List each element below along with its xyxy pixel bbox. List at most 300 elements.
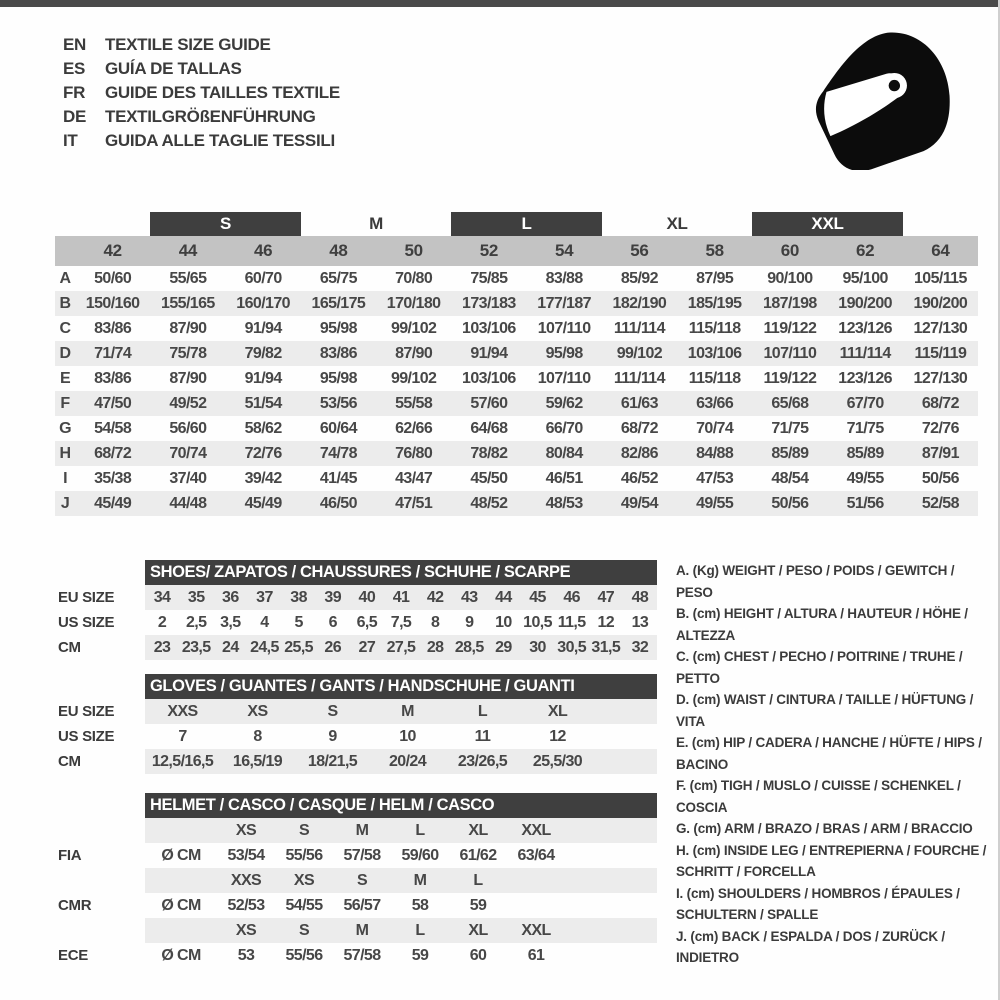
textile-row-a: [55, 266, 978, 291]
size-cell: [507, 868, 565, 893]
textile-row-h: [55, 441, 978, 466]
measurement-legend: [676, 560, 988, 969]
size-cell: L: [415, 921, 425, 939]
row-cells: [145, 585, 657, 610]
size-cell: L: [415, 821, 425, 839]
size-row-us-size: [58, 610, 657, 635]
value-cell: 50/60: [94, 269, 132, 287]
row-label: G: [59, 419, 71, 437]
value-cell: 49/52: [169, 394, 207, 412]
language-row: [63, 33, 340, 57]
language-code: EN: [63, 35, 87, 54]
row-cells: [145, 943, 657, 968]
size-row-eu-size: [58, 585, 657, 610]
value-cell: 119/122: [763, 369, 817, 387]
value-cell: 62/66: [395, 419, 433, 437]
row-label: C: [59, 319, 71, 337]
value-cell: 78/82: [470, 444, 508, 462]
value-cell: 63/64: [517, 846, 555, 864]
value-cell: 61/62: [459, 846, 497, 864]
size-cell: XS: [235, 921, 257, 939]
value-cell: 7: [178, 727, 187, 745]
value-cell: 91/94: [244, 319, 282, 337]
size-header-cell: 56: [630, 241, 649, 260]
value-cell: 57/58: [343, 946, 381, 964]
value-cell: 40: [358, 588, 376, 606]
value-cell: 87/90: [395, 344, 433, 362]
gloves-title-bar: GLOVES / GUANTES / GANTS / HANDSCHUHE / GUANTI: [145, 674, 657, 699]
value-cell: 34: [153, 588, 171, 606]
legend-item: I. (cm) SHOULDERS / HOMBROS / ÉPAULES / SCHULTERN / SPALLE: [676, 885, 960, 922]
value-cell: 103/106: [687, 344, 742, 362]
value-cell: 7,5: [390, 613, 412, 631]
value-cell: 64/68: [470, 419, 508, 437]
value-cell: 47/51: [395, 494, 433, 512]
value-cell: 71/74: [94, 344, 132, 362]
value-cell: 57/58: [343, 846, 381, 864]
value-cell: 150/160: [85, 294, 140, 312]
textile-size-table: [55, 212, 978, 516]
legend-item: B. (cm) HEIGHT / ALTURA / HAUTEUR / HÖHE / ALTEZZA: [676, 606, 968, 643]
value-cell: 55/56: [285, 846, 323, 864]
row-cells: [145, 610, 657, 635]
row-label: A: [59, 269, 71, 287]
value-cell: 71/75: [771, 419, 809, 437]
value-cell: 75/85: [470, 269, 508, 287]
legend-item: C. (cm) CHEST / PECHO / POITRINE / TRUHE / PETTO: [676, 649, 963, 686]
value-cell: 18/21,5: [307, 752, 358, 770]
value-cell: XS: [247, 702, 268, 720]
helmet-header-row: [58, 793, 657, 818]
spacer: [58, 818, 145, 843]
size-group-l: L: [451, 212, 602, 236]
value-cell: 43/47: [395, 469, 433, 487]
value-cell: 99/102: [616, 344, 663, 362]
value-cell: 123/126: [838, 319, 892, 337]
value-cell: 99/102: [390, 319, 437, 337]
value-cell: 68/72: [921, 394, 959, 412]
size-row-us-size: [58, 724, 657, 749]
value-cell: 185/195: [687, 294, 742, 312]
value-cell: 20/24: [388, 752, 427, 770]
size-header-cell: 48: [329, 241, 348, 260]
size-cell: M: [355, 821, 369, 839]
value-cell: 46/52: [620, 469, 658, 487]
value-cell: 85/92: [620, 269, 658, 287]
textile-row-g: [55, 416, 978, 441]
value-cell: 57/60: [470, 394, 508, 412]
helmet-sizes-ece: [58, 918, 657, 943]
value-cell: 103/106: [462, 369, 516, 387]
row-label: D: [59, 344, 71, 362]
legend-item: F. (cm) TIGH / MUSLO / CUISSE / SCHENKEL / COSCIA: [676, 778, 961, 815]
value-cell: 55/56: [285, 946, 323, 964]
unit-cell: Ø CM: [161, 946, 201, 964]
value-cell: 83/88: [545, 269, 583, 287]
standard-label: CMR: [58, 897, 92, 914]
legend-item: H. (cm) INSIDE LEG / ENTREPIERNA / FOURCHE / SCHRITT / FORCELLA: [676, 842, 987, 879]
value-cell: 107/110: [537, 319, 591, 337]
value-cell: 39/42: [244, 469, 282, 487]
value-cell: 95/98: [319, 369, 357, 387]
racing-helmet-icon: [800, 28, 965, 170]
value-cell: 27: [358, 638, 376, 656]
size-header-cell: 46: [253, 241, 273, 260]
value-cell: 48: [631, 588, 649, 606]
unit-cell: Ø CM: [161, 896, 201, 914]
language-code: DE: [63, 107, 87, 126]
value-cell: 58/62: [244, 419, 282, 437]
size-group-xxl: XXL: [752, 212, 903, 236]
value-cell: 49/54: [620, 494, 658, 512]
size-header-cell: 52: [479, 241, 499, 260]
row-label: I: [63, 469, 67, 487]
value-cell: 95/98: [545, 344, 583, 362]
value-cell: 53/54: [227, 846, 265, 864]
size-header-cell: 50: [404, 241, 423, 260]
size-cell: L: [473, 871, 483, 889]
value-cell: 56/57: [343, 896, 381, 914]
value-cell: 55/58: [395, 394, 433, 412]
value-cell: 111/114: [839, 344, 891, 362]
value-cell: 53: [237, 946, 255, 964]
row-label: US SIZE: [58, 614, 115, 631]
value-cell: XL: [547, 702, 568, 720]
value-cell: 45/50: [470, 469, 508, 487]
value-cell: 25,5/30: [532, 752, 583, 770]
value-cell: 25,5: [284, 638, 313, 656]
value-cell: 95/100: [842, 269, 888, 287]
row-label: B: [59, 294, 71, 312]
value-cell: 177/187: [537, 294, 591, 312]
value-cell: 103/106: [462, 319, 516, 337]
row-cells: [145, 749, 657, 774]
value-cell: 46/50: [319, 494, 357, 512]
value-cell: 79/82: [244, 344, 282, 362]
value-cell: 83/86: [94, 369, 132, 387]
value-cell: [507, 893, 565, 918]
value-cell: 51/56: [846, 494, 884, 512]
value-cell: 111/114: [613, 369, 665, 387]
language-list: [63, 33, 340, 153]
value-cell: 37: [256, 588, 273, 606]
value-cell: 12,5/16,5: [151, 752, 214, 770]
value-cell: M: [401, 702, 414, 720]
row-cells: [145, 635, 657, 660]
value-cell: 13: [631, 613, 649, 631]
value-cell: 61/63: [620, 394, 658, 412]
value-cell: 60/70: [244, 269, 282, 287]
value-cell: 63/66: [696, 394, 734, 412]
row-cells: [145, 868, 657, 893]
value-cell: 50/56: [771, 494, 809, 512]
value-cell: 8: [253, 727, 262, 745]
unit-cell: Ø CM: [161, 846, 201, 864]
helmet-sizes-cmr: [58, 868, 657, 893]
language-row: [63, 57, 340, 81]
value-cell: 30: [529, 638, 546, 656]
size-cell: M: [355, 921, 369, 939]
value-cell: 6,5: [356, 613, 378, 631]
value-cell: 11: [474, 727, 491, 745]
spacer: [145, 918, 217, 943]
value-cell: 67/70: [846, 394, 884, 412]
value-cell: 61: [527, 946, 545, 964]
value-cell: 87/95: [696, 269, 734, 287]
value-cell: 23: [153, 638, 171, 656]
value-cell: 107/110: [537, 369, 591, 387]
value-cell: 170/180: [386, 294, 441, 312]
size-group-m: M: [369, 214, 383, 233]
standard-label: ECE: [58, 947, 88, 964]
value-cell: 190/200: [913, 294, 968, 312]
value-cell: 71/75: [846, 419, 884, 437]
textile-body: [55, 266, 978, 516]
row-cells: [145, 724, 657, 749]
value-cell: 85/89: [771, 444, 809, 462]
row-label: EU SIZE: [58, 703, 115, 720]
size-cell: XXL: [521, 921, 551, 939]
value-cell: 60: [469, 946, 487, 964]
value-cell: 70/74: [696, 419, 734, 437]
row-label: EU SIZE: [58, 589, 115, 606]
value-cell: 2,5: [185, 613, 207, 631]
value-cell: 47/50: [94, 394, 132, 412]
value-cell: 28: [426, 638, 444, 656]
textile-row-f: [55, 391, 978, 416]
value-cell: 48/52: [470, 494, 508, 512]
value-cell: 47/53: [696, 469, 734, 487]
language-code: IT: [63, 131, 78, 150]
row-cells: [145, 699, 657, 724]
value-cell: 47: [597, 588, 615, 606]
size-cell: XS: [293, 871, 315, 889]
page-top-edge: [0, 0, 1000, 7]
value-cell: 83/86: [94, 319, 132, 337]
textile-row-c: [55, 316, 978, 341]
gloves-header-row: [58, 674, 657, 699]
value-cell: 59: [469, 896, 487, 914]
value-cell: XXS: [167, 702, 198, 720]
legend-item: J. (cm) BACK / ESPALDA / DOS / ZURÜCK / INDIETRO: [676, 928, 945, 965]
value-cell: 56/60: [169, 419, 207, 437]
spacer: [58, 868, 145, 893]
size-row-cm: [58, 635, 657, 660]
value-cell: 45/49: [94, 494, 132, 512]
legend-item: A. (Kg) WEIGHT / PESO / POIDS / GEWITCH / PESO: [676, 563, 955, 600]
row-cells: [145, 843, 657, 868]
value-cell: 127/130: [913, 319, 968, 337]
value-cell: 90/100: [767, 269, 813, 287]
language-title: TEXTILGRÖßENFÜHRUNG: [105, 107, 316, 126]
row-label: J: [60, 494, 70, 512]
value-cell: 82/86: [620, 444, 658, 462]
spacer: [58, 674, 145, 699]
helmet-values-ece: [58, 943, 657, 968]
value-cell: 84/88: [696, 444, 734, 462]
helmet-body: [58, 818, 657, 968]
value-cell: 155/165: [161, 294, 215, 312]
value-cell: 44: [495, 588, 512, 606]
value-cell: 68/72: [94, 444, 132, 462]
textile-row-b: [55, 291, 978, 316]
value-cell: 23,5: [181, 638, 211, 656]
legend-item: D. (cm) WAIST / CINTURA / TAILLE / HÜFTUNG / VITA: [676, 692, 974, 729]
value-cell: 59: [411, 946, 429, 964]
value-cell: 26: [324, 638, 342, 656]
value-cell: 9: [328, 727, 337, 745]
value-cell: 72/76: [921, 419, 959, 437]
value-cell: 46: [563, 588, 580, 606]
value-cell: 24,5: [250, 638, 279, 656]
value-cell: 49/55: [846, 469, 884, 487]
value-cell: 95/98: [319, 319, 357, 337]
language-row: [63, 81, 340, 105]
value-cell: 91/94: [244, 369, 282, 387]
language-row: [63, 105, 340, 129]
value-cell: S: [327, 702, 338, 720]
value-cell: 65/68: [771, 394, 809, 412]
gloves-table: [58, 674, 657, 774]
value-cell: 41/45: [319, 469, 357, 487]
row-label: H: [59, 444, 71, 462]
value-cell: 52/58: [921, 494, 959, 512]
corner-cell: [55, 236, 75, 266]
value-cell: 115/118: [688, 319, 741, 337]
value-cell: 165/175: [311, 294, 366, 312]
value-cell: 23/26,5: [457, 752, 508, 770]
value-cell: 9: [465, 613, 474, 631]
size-cell: S: [298, 921, 310, 939]
value-cell: 58: [411, 896, 429, 914]
helmet-sizes-fia: [58, 818, 657, 843]
row-cells: [145, 918, 657, 943]
textile-row-j: [55, 491, 978, 516]
value-cell: 10: [399, 727, 416, 745]
row-label: CM: [58, 753, 81, 770]
value-cell: 6: [328, 613, 337, 631]
standard-label: FIA: [58, 847, 82, 864]
value-cell: 54/55: [285, 896, 323, 914]
value-cell: 70/74: [169, 444, 207, 462]
helmet-values-fia: [58, 843, 657, 868]
value-cell: 4: [260, 613, 269, 631]
value-cell: 182/190: [612, 294, 667, 312]
value-cell: 75/78: [169, 344, 207, 362]
size-header-cell: 62: [855, 241, 875, 260]
value-cell: 83/86: [319, 344, 357, 362]
value-cell: 36: [222, 588, 239, 606]
size-header-cell: 44: [178, 241, 198, 260]
size-row-cm: [58, 749, 657, 774]
value-cell: 8: [430, 613, 440, 631]
value-cell: 127/130: [913, 369, 968, 387]
language-row: [63, 129, 340, 153]
value-cell: 24: [222, 638, 239, 656]
value-cell: 59/62: [545, 394, 583, 412]
value-cell: 119/122: [763, 319, 817, 337]
value-cell: 87/90: [169, 319, 207, 337]
row-label: CM: [58, 639, 81, 656]
language-title: TEXTILE SIZE GUIDE: [105, 35, 271, 54]
shoes-header-row: [58, 560, 657, 585]
textile-size-band: [55, 236, 978, 266]
value-cell: 28,5: [454, 638, 484, 656]
value-cell: 51/54: [244, 394, 282, 412]
helmet-values-cmr: [58, 893, 657, 918]
value-cell: 5: [294, 613, 303, 631]
value-cell: 35: [187, 588, 205, 606]
size-cell: XL: [468, 921, 488, 939]
value-cell: 65/75: [319, 269, 357, 287]
language-title: GUIDE DES TAILLES TEXTILE: [105, 83, 340, 102]
row-cells: [145, 818, 657, 843]
value-cell: 74/78: [319, 444, 357, 462]
value-cell: 11,5: [557, 613, 586, 631]
row-label: F: [60, 394, 70, 412]
helmet-title-bar: HELMET / CASCO / CASQUE / HELM / CASCO: [145, 793, 657, 818]
helmet-table: [58, 793, 657, 968]
size-cell: S: [298, 821, 310, 839]
value-cell: 111/114: [613, 319, 665, 337]
value-cell: 53/56: [319, 394, 357, 412]
value-cell: 35/38: [94, 469, 132, 487]
value-cell: 49/55: [696, 494, 734, 512]
value-cell: 45/49: [244, 494, 282, 512]
value-cell: 190/200: [838, 294, 892, 312]
value-cell: 48/53: [545, 494, 583, 512]
spacer: [145, 818, 217, 843]
value-cell: 48/54: [771, 469, 809, 487]
shoes-table: [58, 560, 657, 660]
value-cell: 46/51: [545, 469, 583, 487]
textile-row-d: [55, 341, 978, 366]
value-cell: 80/84: [545, 444, 583, 462]
size-cell: XL: [468, 821, 488, 839]
value-cell: 60/64: [319, 419, 357, 437]
size-row-eu-size: [58, 699, 657, 724]
size-header-cell: 64: [931, 241, 950, 260]
value-cell: 55/65: [169, 269, 207, 287]
size-cell: XS: [235, 821, 257, 839]
spacer: [58, 918, 145, 943]
legend-item: G. (cm) ARM / BRAZO / BRAS / ARM / BRACCIO: [676, 821, 973, 836]
value-cell: 91/94: [470, 344, 508, 362]
row-cells: [145, 893, 657, 918]
gloves-body: [58, 699, 657, 774]
value-cell: 85/89: [846, 444, 884, 462]
value-cell: 45: [529, 588, 546, 606]
value-cell: 68/72: [620, 419, 658, 437]
value-cell: 70/80: [395, 269, 433, 287]
value-cell: 39: [324, 588, 342, 606]
size-header-cell: 58: [705, 241, 724, 260]
textile-row-i: [55, 466, 978, 491]
shoes-body: [58, 585, 657, 660]
size-cell: M: [413, 871, 427, 889]
value-cell: 42: [426, 588, 444, 606]
value-cell: 72/76: [244, 444, 282, 462]
value-cell: 76/80: [395, 444, 433, 462]
spacer: [145, 868, 217, 893]
value-cell: 87/91: [921, 444, 959, 462]
value-cell: 43: [460, 588, 478, 606]
size-group-xl: XL: [666, 214, 688, 233]
value-cell: 160/170: [236, 294, 290, 312]
value-cell: 187/198: [763, 294, 817, 312]
language-title: GUIDA ALLE TAGLIE TESSILI: [105, 131, 335, 150]
size-cell: XXL: [521, 821, 551, 839]
